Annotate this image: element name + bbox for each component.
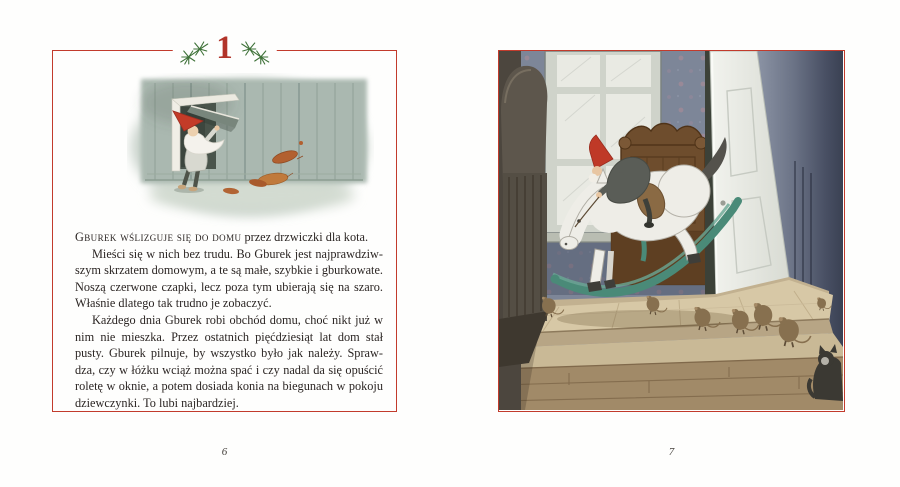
sprig-left-icon [179,38,208,65]
opening-small-caps: Gburek wślizguje się do domu [75,230,242,244]
paragraph-2: Mieści się w nich bez trudu. Bo Gburek jest najprawdziwszym skrzatem domowym, a te są małe, szybkie i gburkowate. Noszą czerwone czapki, lecz poza tym ubierają się na szaro. Właśnie dlatego tak trudno je zobaczyć. [75,246,383,311]
left-page-frame [52,29,397,412]
page-number-left: 6 [221,446,228,458]
paragraph-opening [75,229,383,246]
opening-rest: przez drzwiczki dla kota. [241,230,369,244]
sprig-right-icon [241,38,270,65]
horse-shadow [557,310,741,328]
chapter-heading [172,23,277,79]
rocking-horse-illustration [498,50,845,412]
page-number-right: 7 [668,446,675,458]
chapter-number: 1 [216,29,233,66]
paragraph-3: Każdego dnia Gburek robi obchód domu, choć nikt już w nim nie mieszka. Przez ostatnich pięćdziesiąt lat dom stał pusty. Gburek pilnuje, by wszystko było jak należy. Sprawdza, czy w łóżku wciąż można spać i czy nadal da się opuścić roletę w oknie, a potem dosiada konia na biegunach w pokoju dziewczynki. To lubi najbardziej. [75,312,383,410]
cat-door-illustration [127,73,374,227]
story-text [75,229,383,412]
